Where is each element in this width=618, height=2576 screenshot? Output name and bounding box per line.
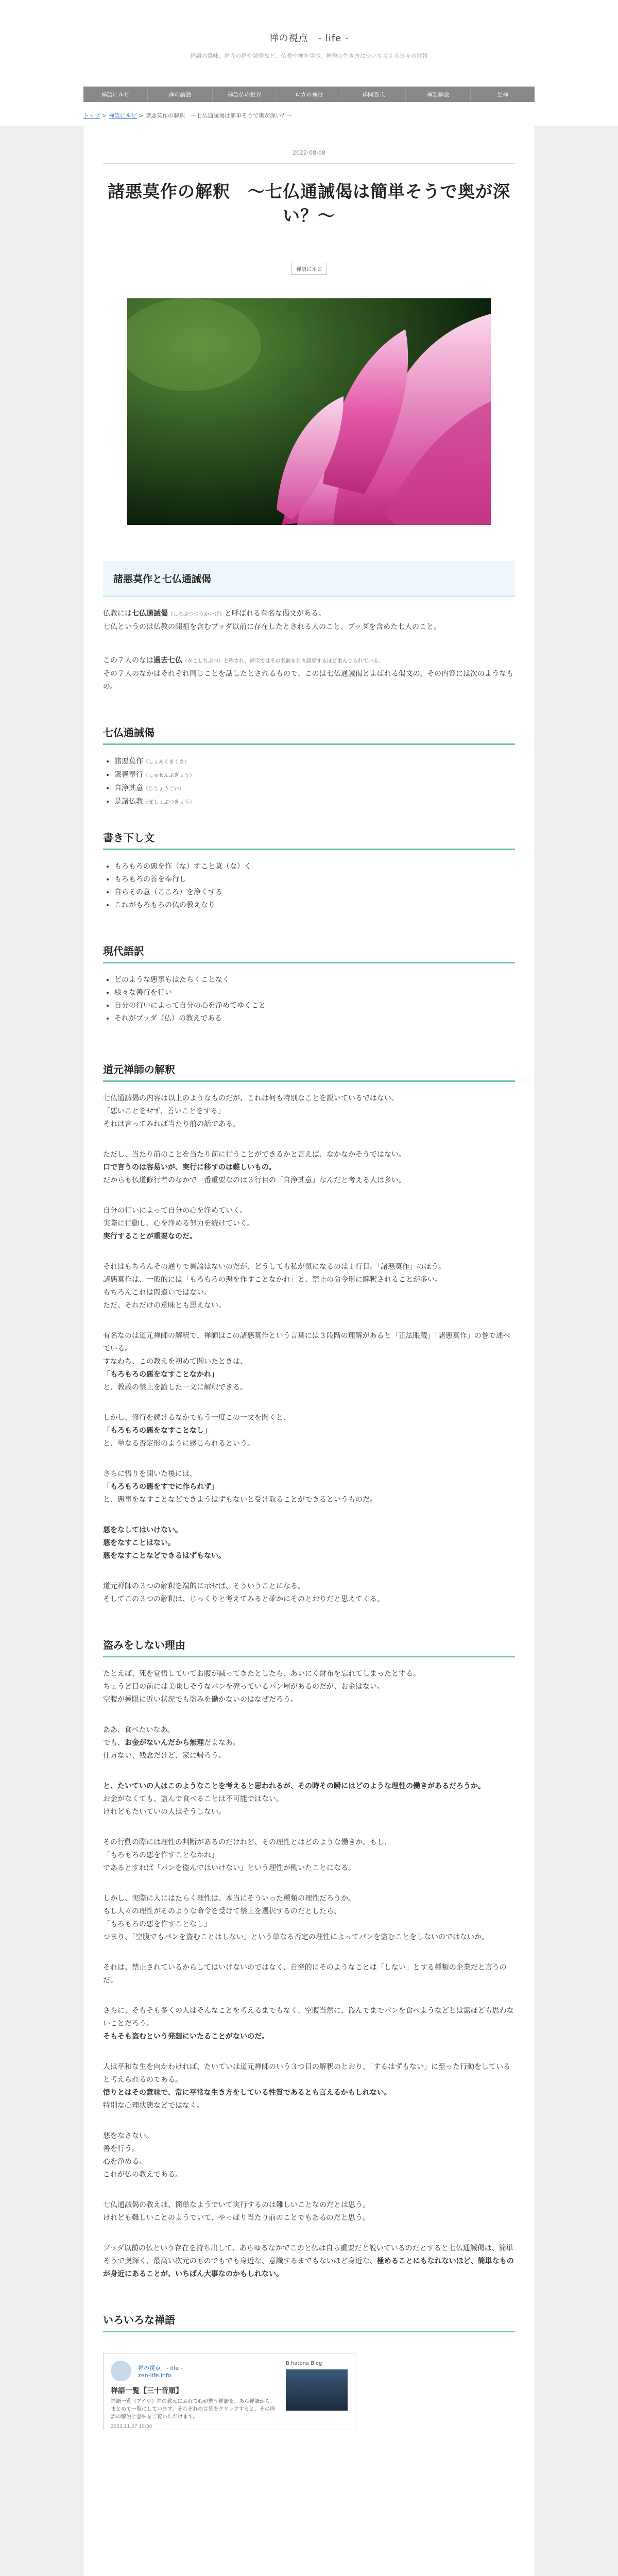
text-bold: 「もろもろの悪をすでに作られず」 (103, 1483, 219, 1491)
post-date: 2022-08-08 (293, 149, 325, 156)
paragraph (103, 1524, 515, 1563)
text-bold: 悪をなすことなどできるはずもない。 (103, 1552, 226, 1560)
list (103, 974, 515, 1025)
text: もし人々の理性がそのような命令を受けて禁止を選択するのだとしたら、 (103, 1907, 341, 1916)
text-bold: と、たいていの人はこのようなことを考えると思われるが、その時その瞬にはどのような理性の働きがあるだろうか。 (103, 1782, 485, 1790)
link-card-thumbnail (286, 2369, 348, 2411)
text-bold: 七仏通誡偈 (132, 609, 168, 618)
text: 「悪いことをせず、善いことをする」 (103, 1107, 225, 1115)
global-nav (83, 87, 535, 102)
ruby: （しゅぜんぶぎょう） (143, 773, 195, 778)
list-item: • 様々な善行を行い (114, 987, 515, 999)
paragraph (103, 2130, 515, 2181)
text: 仏教には (103, 609, 132, 618)
paragraph (103, 1961, 515, 1987)
section-heading: いろいろな禅語 (103, 2312, 515, 2332)
lotus-image (127, 298, 491, 525)
text-bold: 悪をなすことはない。 (103, 1539, 175, 1547)
list (103, 755, 515, 809)
text: もちろんこれは間違いではない。 (103, 1289, 211, 1297)
text: でも、 (103, 1739, 125, 1747)
text: 衆善奉行 (114, 771, 143, 779)
nav-item[interactable]: 禅語仏の世界 (213, 87, 277, 102)
nav-wrapper (0, 77, 618, 107)
list-item: • 自らその意（こころ）を浄くする (114, 886, 515, 899)
category-tag[interactable]: 禅語にルビ (291, 263, 327, 275)
text: 七仏というのは仏教の開祖を含むブッダ以前に存在したとされる人のこと、ブッダを含めた七人のこと。 (103, 623, 441, 631)
breadcrumb-sep: > (102, 112, 109, 119)
section-heading: 道元禅師の解釈 (103, 1061, 515, 1082)
site-description: 禅語の意味、禅寺の禅や読経など、仏教や禅を学び、禅僧の生き方について考える日々の情報 (190, 53, 428, 59)
page-title: 諸悪莫作の解釈 〜七仏通誡偈は簡単そうで奥が深い？〜 (108, 181, 510, 226)
paragraph (103, 1261, 515, 1312)
text: と、教義の禁止を諭した一文に解釈できる。 (103, 1383, 247, 1392)
link-card-site (138, 2364, 183, 2379)
text-bold: そもそも盗むという発想にいたることがないのだ。 (103, 2032, 269, 2041)
text: だからも仏道修行者のなかで一番重要なのは３行目の「自浄其意」なんだと考える人は多い。 (103, 1176, 406, 1184)
text: 「もろもろの悪を作すことなかれ」 (103, 1851, 218, 1859)
text: お金がなくても、盗んで食べることは不可能ではない。 (103, 1795, 283, 1803)
paragraph (103, 1205, 515, 1243)
text: 自浄其意 (114, 784, 143, 792)
nav-item[interactable]: 禅の論話 (148, 87, 212, 102)
breadcrumb-home[interactable]: トップ (83, 112, 100, 119)
text: であるとすれば「パンを盗んではいけない」という理性が働いたことになる。 (103, 1864, 355, 1872)
text: ブッダ以前の仏という存在を持ち出して、あらゆるなかでこのと仏は自ら重要だと説いているのだとすると七仏通誡偈は、簡単そうで奥深く、最高い次元のものでもでも身近な、意識するまでもないほど身近な、 (103, 2244, 513, 2265)
text: しかし、修行を続けるなかでもう一度この一文を聞くと、 (103, 1414, 290, 1422)
list-item: • それがブッダ（仏）の教えである (114, 1012, 515, 1025)
text: 心を浄める。 (103, 2158, 146, 2166)
list-item: • 自分の行いによって自分の心を浄めてゆくこと (114, 999, 515, 1012)
text-bold: 「もろもろの悪をなすことなかれ」 (103, 1370, 218, 1379)
text: と呼ばれる有名な偈文がある。 (225, 609, 325, 618)
paragraph (103, 1330, 515, 1394)
text-bold: 悪をなしてはいけない。 (103, 1526, 182, 1534)
paragraph (103, 2242, 515, 2281)
list-item (114, 782, 515, 795)
paragraph (103, 1780, 515, 1819)
text: それは、禁止されているからしてはいけないのではなく、自発的にそのようなことは「しない」とする種類の企業だと言うのだ。 (103, 1963, 507, 1985)
list-item: • どのような悪事もはたらくことなく (114, 974, 515, 987)
text: これが仏の教えである。 (103, 2171, 182, 2179)
blog-link-card[interactable] (103, 2353, 355, 2430)
text: たとえば、死を覚悟していてお腹が減ってきたとしたら、あいにく財布を忘れてしまったとする。 (103, 1670, 420, 1678)
text: 特別な心理状態などではなく。 (103, 2102, 204, 2110)
text: ただ、それだけの意味とも思えない。 (103, 1301, 226, 1310)
text: 道元禅師の３つの解釈を端的に示せば、そういうことになる。 (103, 1582, 305, 1590)
text: さらに、そもそも多くの人はそんなことを考えるまでもなく、空腹当然に、盗んでまでパンを食べようなどとは露ほども思わないことだろう。 (103, 2007, 514, 2028)
nav-item[interactable]: 禅語にルビ (83, 87, 148, 102)
text: つまり、「空腹でもパンを盗むことはしない」という単なる否定の理性によってパンを盗むことをしないのではないか。 (103, 1933, 489, 1941)
nav-item[interactable]: 禅問答式 (341, 87, 406, 102)
section-heading: 書き下し文 (103, 829, 515, 850)
paragraph (103, 2005, 515, 2043)
text: ただし、当たり前のことを当たり前に行うことができるかと言えば、なかなかそうではない。 (103, 1150, 406, 1159)
link-card-header (111, 2361, 280, 2381)
article (83, 126, 535, 2576)
text: それは言ってみれば当たり前の話である。 (103, 1120, 240, 1128)
text: 有名なのは道元禅師の解釈で、禅師はこの諸悪莫作という言葉には３段階の理解があると「正法眼蔵」「諸悪莫作」の巻で述べている。 (103, 1332, 510, 1353)
text: けれどもたいていの人はそうしない。 (103, 1808, 226, 1816)
link-card-text: 禅語一覧（アイウ）禅の教えにふれて心が整う禅語を、あら禅語から、まとめて一覧にしています。それぞれの言葉をクリックすると、その禅語の解説と意味をご覧いただけます。 (111, 2399, 276, 2420)
link-card-title[interactable]: 禅語一覧【三十音順】 (111, 2387, 183, 2395)
text: と、悪事をなすことなどできようはずもないと受け取ることができるというものだ。 (103, 1496, 377, 1504)
link-card-source: B hatena Blog (286, 2361, 322, 2366)
text: 「もろもろの悪を作すことなし」 (103, 1920, 211, 1928)
ruby: （じじょうごい） (143, 786, 184, 792)
nav-item[interactable]: ロカの禅行 (277, 87, 341, 102)
text: 空腹が極限に近い状況でも盗みを働かないのはなぜだろう。 (103, 1696, 298, 1704)
paragraph (103, 2061, 515, 2112)
link-card-date: 2022.11.27 10:30 (111, 2424, 152, 2429)
text: ちょうど目の前には美味しそうなパンを売っているパン屋があるのだが、お金はない。 (103, 1683, 384, 1691)
paragraph (103, 2199, 515, 2225)
section-heading: 盗みをしない理由 (103, 1637, 515, 1657)
breadcrumb-wrapper (0, 107, 618, 126)
ruby: （ぜしょぶつきょう） (143, 800, 195, 805)
list-item (114, 755, 515, 769)
paragraph (103, 1148, 515, 1187)
text: （かこしちぶつ）と称され、禅宗ではその名前を日々読経するほど重んじられている。 (182, 658, 384, 664)
text: その行動の際には理性の判断があるのだけれど、その理性とはどのような働きか。もし、 (103, 1838, 391, 1846)
text: 仕方ない、残念だけど、家に帰ろう。 (103, 1752, 226, 1760)
site-logo-icon (111, 2361, 131, 2381)
list (103, 860, 515, 912)
text: そしてこの３つの解釈は、じっくりと考えてみると確かにそのとおりだと思えてくる。 (103, 1595, 384, 1603)
list-item (114, 769, 515, 782)
paragraph (103, 607, 515, 634)
text-bold: 実行することが重要なのだ。 (103, 1232, 197, 1241)
ruby: （しちぶつつうかいげ） (168, 612, 225, 617)
text: けれども難しいことのようでいて、やっぱり当たり前のことでもあるのだと思う。 (103, 2214, 370, 2222)
list-item: • これがもろもろの仏の教えなり (114, 899, 515, 912)
text: だよなあ。 (204, 1739, 240, 1747)
paragraph (103, 1724, 515, 1762)
text: さらに悟りを開いた後には、 (103, 1470, 197, 1478)
text-bold: お金がないんだから無理 (125, 1739, 204, 1747)
text: すなわち、この教えを初めて聞いたときは、 (103, 1358, 247, 1366)
text: zen-life.info (138, 2371, 171, 2379)
section-heading: 七仏通誡偈 (103, 724, 515, 745)
text: 善を行う。 (103, 2145, 139, 2153)
text: 諸悪莫作 (114, 757, 143, 766)
nav-item[interactable]: 坐禅 (496, 91, 508, 98)
lotus-flower-illustration (127, 298, 491, 525)
nav-item[interactable]: 禅語解説 (406, 87, 470, 102)
text-bold: 悟りとはその意味で、常に平常な生き方をしている性質であるとも言えるかもしれない。 (103, 2089, 391, 2097)
text: 七仏通誡偈の教えは、簡単なようでいて実行するのは難しいことなのだとは思う。 (103, 2201, 370, 2209)
divider (103, 163, 515, 164)
paragraph (103, 654, 515, 693)
text: 人は平和な生を向かわければ、たいていは道元禅師のいう３つ目の解釈のとおり、「するはずもない」に至った行動をしていると考えられるのである。 (103, 2063, 510, 2084)
paragraph (103, 1892, 515, 1944)
list-item (114, 795, 515, 809)
text: 七仏通誡偈の内容は以上のようなものだが、これは何も特別なことを説いているではない。 (103, 1094, 399, 1103)
ruby: （しょあくまくさ） (143, 759, 190, 765)
list-item: • もろもろの善を奉行し (114, 873, 515, 886)
text: 悪をなさない。 (103, 2132, 153, 2140)
section-heading: 諸悪莫作と七仏通誡偈 (103, 561, 515, 597)
link-card-aside (286, 2361, 348, 2422)
paragraph (103, 1412, 515, 1450)
text: この７人のなは (103, 656, 153, 665)
breadcrumb-sep: > (139, 112, 146, 119)
paragraph (103, 1092, 515, 1131)
text: 実際に行動し、心を浄める努力を続けていく。 (103, 1219, 254, 1228)
text-bold: 過去七仏 (153, 656, 182, 665)
text: 自分の行いによって自分の心を浄めていく。 (103, 1207, 247, 1215)
text: 是諸仏教 (114, 798, 143, 806)
paragraph (103, 1580, 515, 1606)
text: 諸悪莫作は、一般的には「もろもろの悪を作すことなかれ」と、禁止の命令形に解釈されることが多い。 (103, 1276, 442, 1284)
text: しかし、実際に人にはたらく理性は、本当にそういった種類の理性だろうか。 (103, 1894, 355, 1903)
section-heading: 現代語訳 (103, 943, 515, 963)
paragraph (103, 1836, 515, 1875)
text-bold: 極めることにもなれないほど、簡単なものが身近にあることが、いちばん大事なのかもしれない。 (103, 2257, 514, 2278)
text-bold: 「もろもろの悪をなすことなし」 (103, 1427, 211, 1435)
text: その７人のなかはそれぞれ同じことを話したとされるもので、このは七仏通誡偈とよばれる偈文の、その内容には次のようなもの。 (103, 670, 514, 691)
text: と、単なる否定形のように感じられるという。 (103, 1439, 254, 1448)
text: ああ、食べたいなあ。 (103, 1726, 175, 1734)
list-item: • もろもろの悪を作（な）すこと莫（な）く (114, 860, 515, 873)
paragraph (103, 1468, 515, 1506)
text-bold: 口で言うのは容易いが、実行に移すのは難しいもの。 (103, 1163, 276, 1172)
breadcrumb-category[interactable]: 禅語にルビ (108, 112, 137, 119)
site-title[interactable]: 禅の視点 - life - (269, 33, 349, 44)
link-card-body (111, 2361, 280, 2429)
paragraph (103, 1668, 515, 1706)
site-header (0, 0, 618, 77)
breadcrumb-current: 諸悪莫作の解釈 〜七仏通誡偈は簡単そうで奥が深い？〜 (145, 112, 293, 119)
text: それはもちろんその通りで異論はないのだが、どうしても私が気になるのは１行目。「諸悪莫作」のほう。 (103, 1263, 445, 1271)
breadcrumb (83, 107, 535, 126)
text: 禅の視点 - life - (138, 2364, 183, 2371)
